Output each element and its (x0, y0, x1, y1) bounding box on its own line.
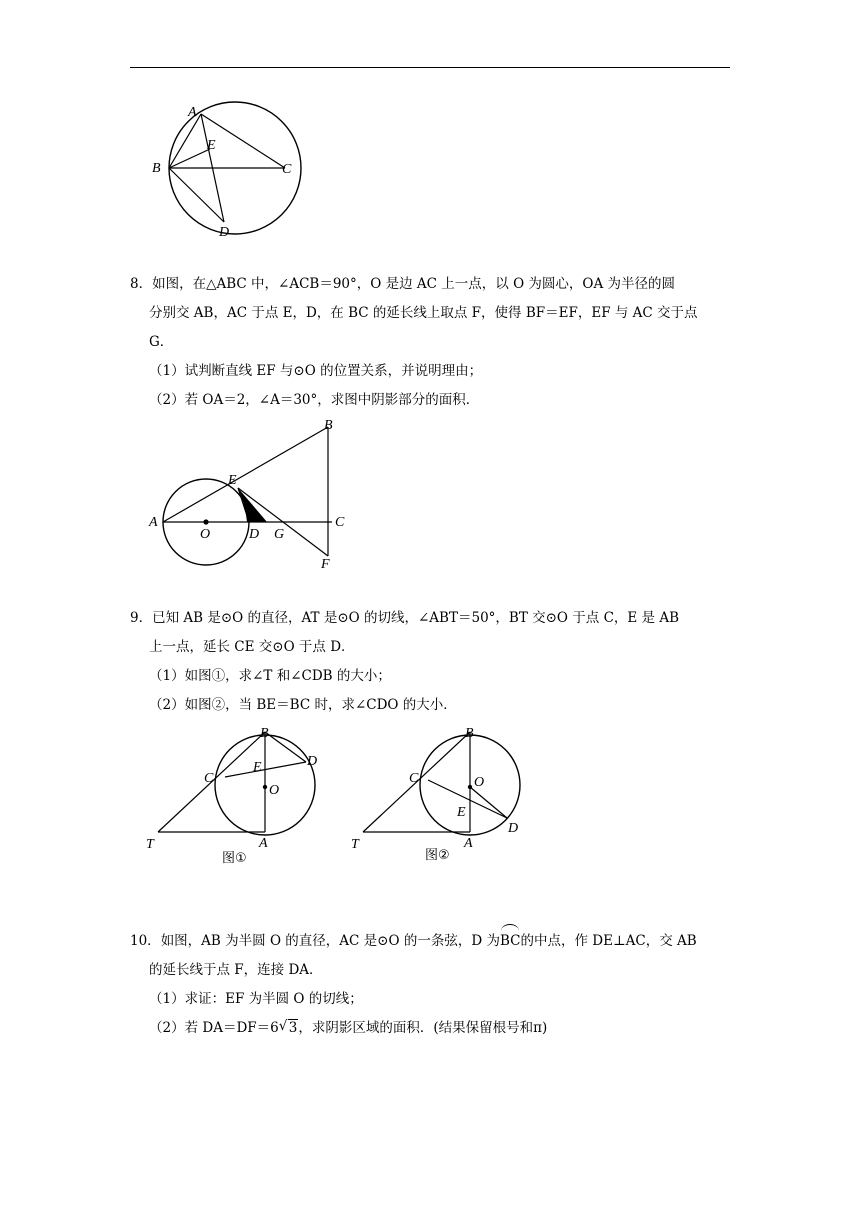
problem-text-line: G． (149, 334, 174, 350)
label-E: E (457, 805, 466, 820)
problem-part-1: （1）如图①，求∠T 和∠CDB 的大小； (149, 668, 391, 684)
problem-part-2 (130, 1014, 730, 1043)
problem-part-2: （2）如图②，当 BE＝BC 时，求∠CDO 的大小． (149, 697, 457, 713)
label-F: F (321, 557, 330, 572)
label-O: O (269, 783, 280, 798)
label-O: O (200, 527, 211, 542)
label-D: D (219, 225, 230, 240)
label-E: E (228, 473, 237, 488)
label-C: C (282, 162, 292, 177)
problem-text-line: 如图，AB 为半圆 O 的直径，AC 是⊙O 的一条弦，D 为 (160, 933, 500, 949)
label-B: B (260, 726, 269, 741)
problem-8 (130, 270, 730, 415)
problem-number: 10． (130, 933, 161, 949)
problem-text-line: 的中点，作 DE⊥AC，交 AB (520, 933, 697, 949)
label-D: D (508, 821, 519, 836)
figure-problem-9-1 (140, 720, 340, 870)
problem-part-1: （1）试判断直线 EF 与⊙O 的位置关系，并说明理由； (149, 363, 483, 379)
label-A: A (464, 836, 473, 851)
label-G: G (274, 527, 285, 542)
problem-9 (130, 604, 730, 720)
problem-text-line: 的延长线于点 F，连接 DA． (149, 962, 323, 978)
label-C: C (204, 771, 214, 786)
problem-text-line: 如图，在△ABC 中，∠ACB＝90°，O 是边 AC 上一点，以 O 为圆心，OA 为半径的圆 (152, 276, 676, 292)
label-T: T (351, 837, 359, 852)
problem-text-line: 分别交 AB，AC 于点 E，D，在 BC 的延长线上取点 F，使得 BF＝EF，EF 与 AC 交于点 (149, 305, 698, 321)
figure-caption-1: 图① (222, 851, 247, 866)
label-E: E (207, 138, 216, 153)
part-text: ，求阴影区域的面积．(结果保留根号和π) (298, 1020, 548, 1036)
problem-text-line: 已知 AB 是⊙O 的直径，AT 是⊙O 的切线，∠ABT＝50°，BT 交⊙O 于点 C，E 是 AB (152, 610, 680, 626)
problem-text-line: 上一点，延长 CE 交⊙O 于点 D． (149, 639, 355, 655)
problem-number: 8． (130, 276, 153, 292)
figure-caption-2: 图② (425, 848, 450, 863)
figure-problem-7 (140, 100, 310, 240)
label-D: D (307, 754, 318, 769)
label-B: B (465, 726, 474, 741)
problem-10 (130, 927, 730, 1043)
problem-part-2: （2）若 OA＝2，∠A＝30°，求图中阴影部分的面积． (149, 392, 480, 408)
label-A: A (259, 836, 268, 851)
label-A: A (149, 515, 158, 530)
label-A: A (188, 105, 197, 120)
arc-bc-label: BC (500, 927, 521, 956)
label-C: C (335, 515, 345, 530)
label-C: C (409, 771, 419, 786)
label-E: E (253, 760, 262, 775)
label-T: T (146, 837, 154, 852)
label-B: B (152, 161, 161, 176)
header-rule (130, 67, 730, 68)
figure-problem-8 (140, 415, 365, 575)
figure-problem-9-2 (345, 720, 545, 870)
label-O: O (474, 775, 485, 790)
sqrt-value: 3 (288, 1020, 298, 1036)
problem-number: 9． (130, 610, 153, 626)
label-B: B (324, 418, 333, 433)
part-text: （2）若 DA＝DF＝6 (149, 1020, 279, 1036)
problem-part-1: （1）求证：EF 为半圆 O 的切线； (149, 991, 363, 1007)
sqrt-symbol (279, 1014, 299, 1043)
label-D: D (249, 527, 260, 542)
